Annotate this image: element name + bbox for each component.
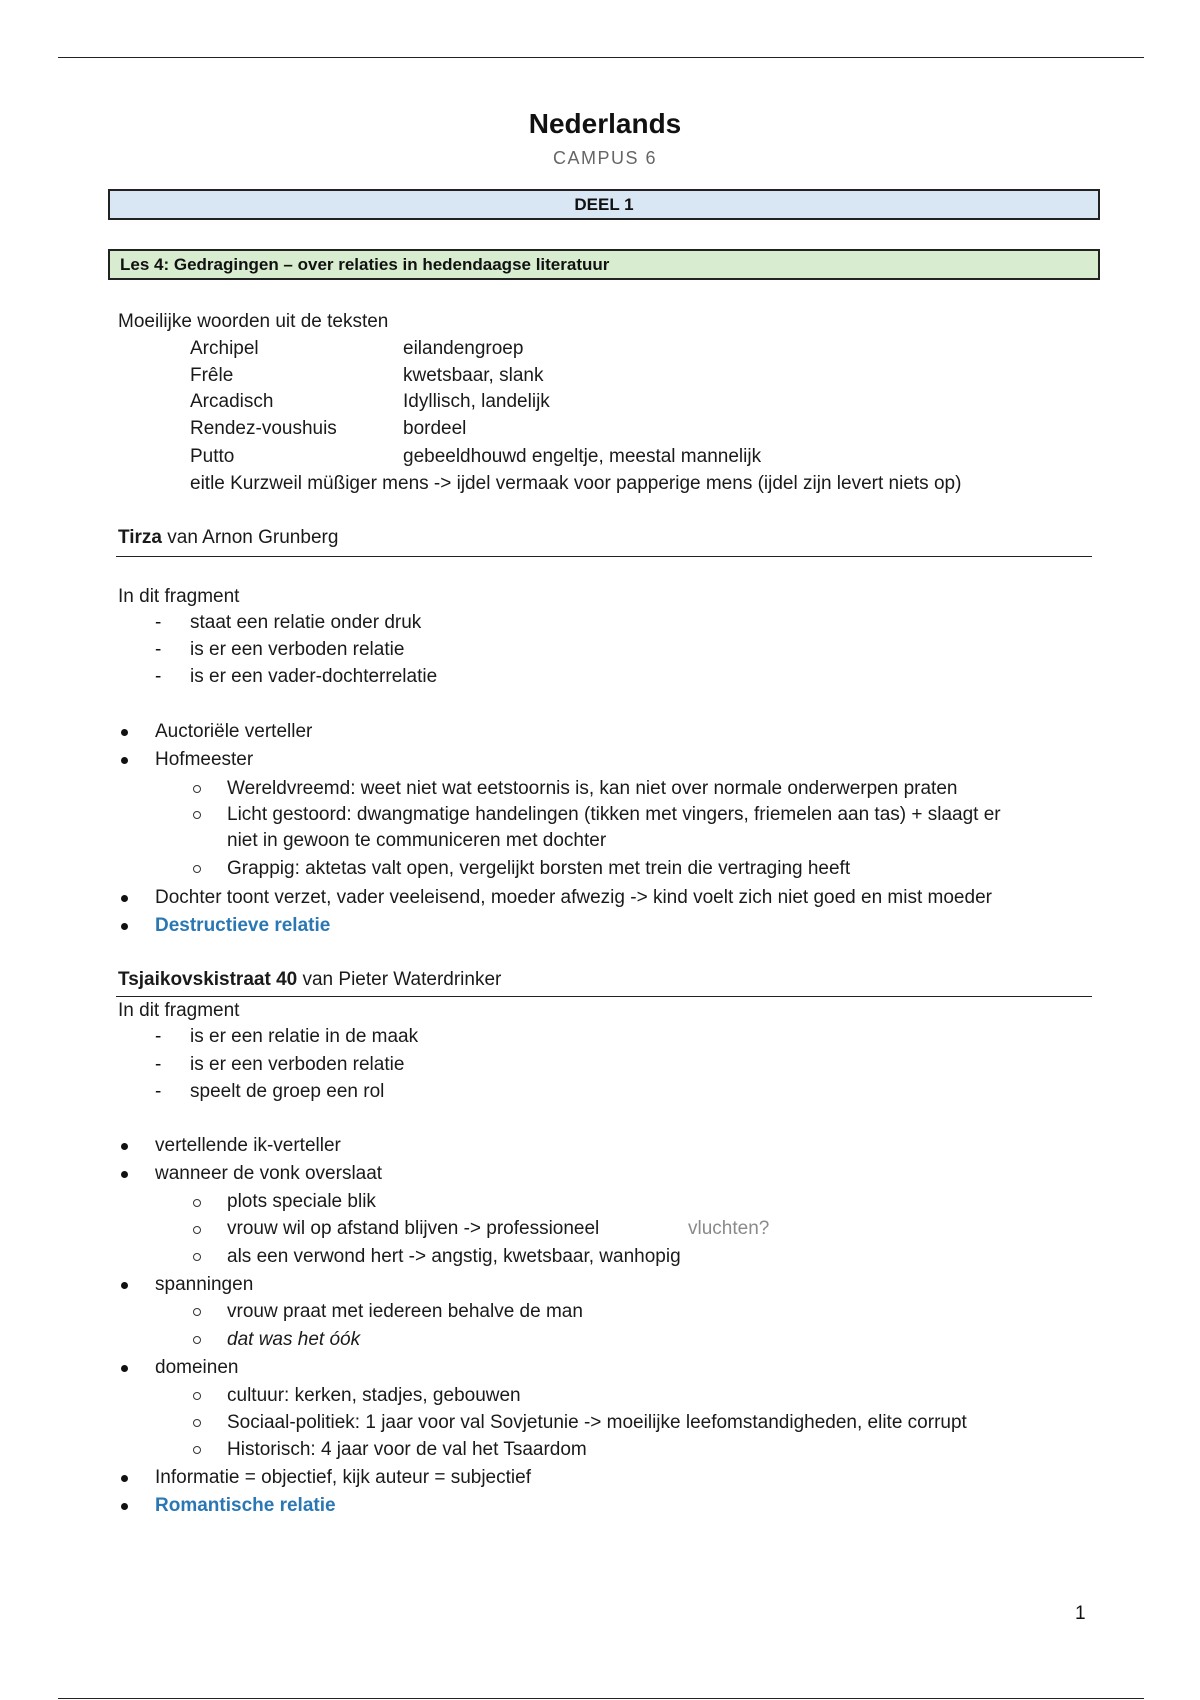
tirza-title-bold: Tirza <box>118 527 163 548</box>
circle-bullet <box>193 1446 201 1454</box>
dash-marker: - <box>155 666 162 687</box>
tsjaikovski-sub-bullet: Sociaal-politiek: 1 jaar voor val Sovjetunie -> moeilijke leefomstandigheden, elite corrupt <box>227 1412 967 1433</box>
tsjaikovski-bullet: spanningen <box>155 1274 254 1295</box>
tsjaikovski-sub-bullet: plots speciale blik <box>227 1191 376 1212</box>
tsjaikovski-bullet: vertellende ik-verteller <box>155 1135 341 1156</box>
page-number: 1 <box>1075 1603 1086 1624</box>
vocab-term: Archipel <box>190 338 259 359</box>
tirza-relation-type: Destructieve relatie <box>155 915 331 936</box>
tirza-sub-bullet: Grappig: aktetas valt open, vergelijkt borsten met trein die vertraging heeft <box>227 858 851 879</box>
vocab-term: Arcadisch <box>190 391 274 412</box>
tirza-title-author: van Arnon Grunberg <box>162 527 339 548</box>
tirza-dash-item: staat een relatie onder druk <box>190 612 422 633</box>
vocab-definition: bordeel <box>403 418 467 439</box>
tsjaikovski-sub-bullet: vrouw wil op afstand blijven -> professioneel <box>227 1218 600 1239</box>
circle-bullet <box>193 1226 201 1234</box>
page-top-rule <box>58 57 1144 58</box>
circle-bullet <box>193 865 201 873</box>
tsjaikovski-section-rule <box>116 996 1092 997</box>
tsjaikovski-title-bold: Tsjaikovskistraat 40 <box>118 969 298 990</box>
bullet-dot <box>121 1503 128 1510</box>
circle-bullet <box>193 1199 201 1207</box>
page-bottom-rule <box>58 1698 1144 1699</box>
circle-bullet <box>193 1308 201 1316</box>
tirza-bullet: Dochter toont verzet, vader veeleisend, moeder afwezig -> kind voelt zich niet goed en mist moeder <box>155 887 992 908</box>
tirza-bullet: Hofmeester <box>155 749 254 770</box>
vocab-extra-line: eitle Kurzweil müßiger mens -> ijdel vermaak voor papperige mens (ijdel zijn levert niets op) <box>190 473 962 494</box>
tsjaikovski-title-author: van Pieter Waterdrinker <box>297 969 502 990</box>
tsjaikovski-section-title <box>118 968 501 992</box>
page-subtitle: CAMPUS 6 <box>552 148 658 168</box>
tirza-section-title <box>118 526 338 550</box>
bullet-dot <box>121 1282 128 1289</box>
tirza-sub-bullet-continued: niet in gewoon te communiceren met dochter <box>227 830 607 851</box>
vocab-term: Putto <box>190 446 235 467</box>
tsjaikovski-fragment-heading: In dit fragment <box>118 1000 240 1021</box>
tirza-dash-item: is er een verboden relatie <box>190 639 405 660</box>
tsjaikovski-sub-bullet: Historisch: 4 jaar voor de val het Tsaardom <box>227 1439 587 1460</box>
tsjaikovski-sub-bullet: cultuur: kerken, stadjes, gebouwen <box>227 1385 521 1406</box>
vocab-term: Rendez-voushuis <box>190 418 337 439</box>
tsjaikovski-dash-item: is er een verboden relatie <box>190 1054 405 1075</box>
vocab-term: Frêle <box>190 365 234 386</box>
tsjaikovski-bullet: wanneer de vonk overslaat <box>155 1163 383 1184</box>
dash-marker: - <box>155 1026 162 1047</box>
tsjaikovski-sub-bullet: vrouw praat met iedereen behalve de man <box>227 1301 583 1322</box>
tsjaikovski-dash-item: speelt de groep een rol <box>190 1081 385 1102</box>
tsjaikovski-sub-bullet: dat was het óók <box>227 1329 361 1350</box>
tsjaikovski-dash-item: is er een relatie in de maak <box>190 1026 419 1047</box>
bullet-dot <box>121 757 128 764</box>
dash-marker: - <box>155 612 162 633</box>
circle-bullet <box>193 1419 201 1427</box>
tirza-section-rule <box>116 556 1092 557</box>
les-header-box: Les 4: Gedragingen – over relaties in hedendaagse literatuur <box>108 249 1100 280</box>
bullet-dot <box>121 1475 128 1482</box>
tsjaikovski-bullet: domeinen <box>155 1357 239 1378</box>
vocab-heading: Moeilijke woorden uit de teksten <box>118 311 389 332</box>
circle-bullet <box>193 785 201 793</box>
page-title: Nederlands <box>528 108 682 139</box>
tsjaikovski-bullet: Informatie = objectief, kijk auteur = subjectief <box>155 1467 531 1488</box>
bullet-dot <box>121 1365 128 1372</box>
bullet-dot <box>121 1143 128 1150</box>
vocab-definition: kwetsbaar, slank <box>403 365 544 386</box>
circle-bullet <box>193 811 201 819</box>
tirza-dash-item: is er een vader-dochterrelatie <box>190 666 438 687</box>
vocab-definition: eilandengroep <box>403 338 524 359</box>
tsjaikovski-relation-type: Romantische relatie <box>155 1495 336 1516</box>
tirza-fragment-heading: In dit fragment <box>118 586 240 607</box>
bullet-dot <box>121 1171 128 1178</box>
dash-marker: - <box>155 1081 162 1102</box>
tsjaikovski-sub-bullet: als een verwond hert -> angstig, kwetsbaar, wanhopig <box>227 1246 681 1267</box>
deel-header-box: DEEL 1 <box>108 189 1100 220</box>
vocab-definition: gebeeldhouwd engeltje, meestal mannelijk <box>403 446 762 467</box>
circle-bullet <box>193 1336 201 1344</box>
dash-marker: - <box>155 1054 162 1075</box>
circle-bullet <box>193 1392 201 1400</box>
dash-marker: - <box>155 639 162 660</box>
circle-bullet <box>193 1253 201 1261</box>
vocab-definition: Idyllisch, landelijk <box>403 391 550 412</box>
margin-note: vluchten? <box>688 1218 770 1239</box>
tirza-sub-bullet: Wereldvreemd: weet niet wat eetstoornis is, kan niet over normale onderwerpen praten <box>227 778 958 799</box>
bullet-dot <box>121 895 128 902</box>
bullet-dot <box>121 923 128 930</box>
bullet-dot <box>121 729 128 736</box>
tirza-sub-bullet: Licht gestoord: dwangmatige handelingen (tikken met vingers, friemelen aan tas) + slaagt er <box>227 804 1001 825</box>
tirza-bullet: Auctoriële verteller <box>155 721 313 742</box>
